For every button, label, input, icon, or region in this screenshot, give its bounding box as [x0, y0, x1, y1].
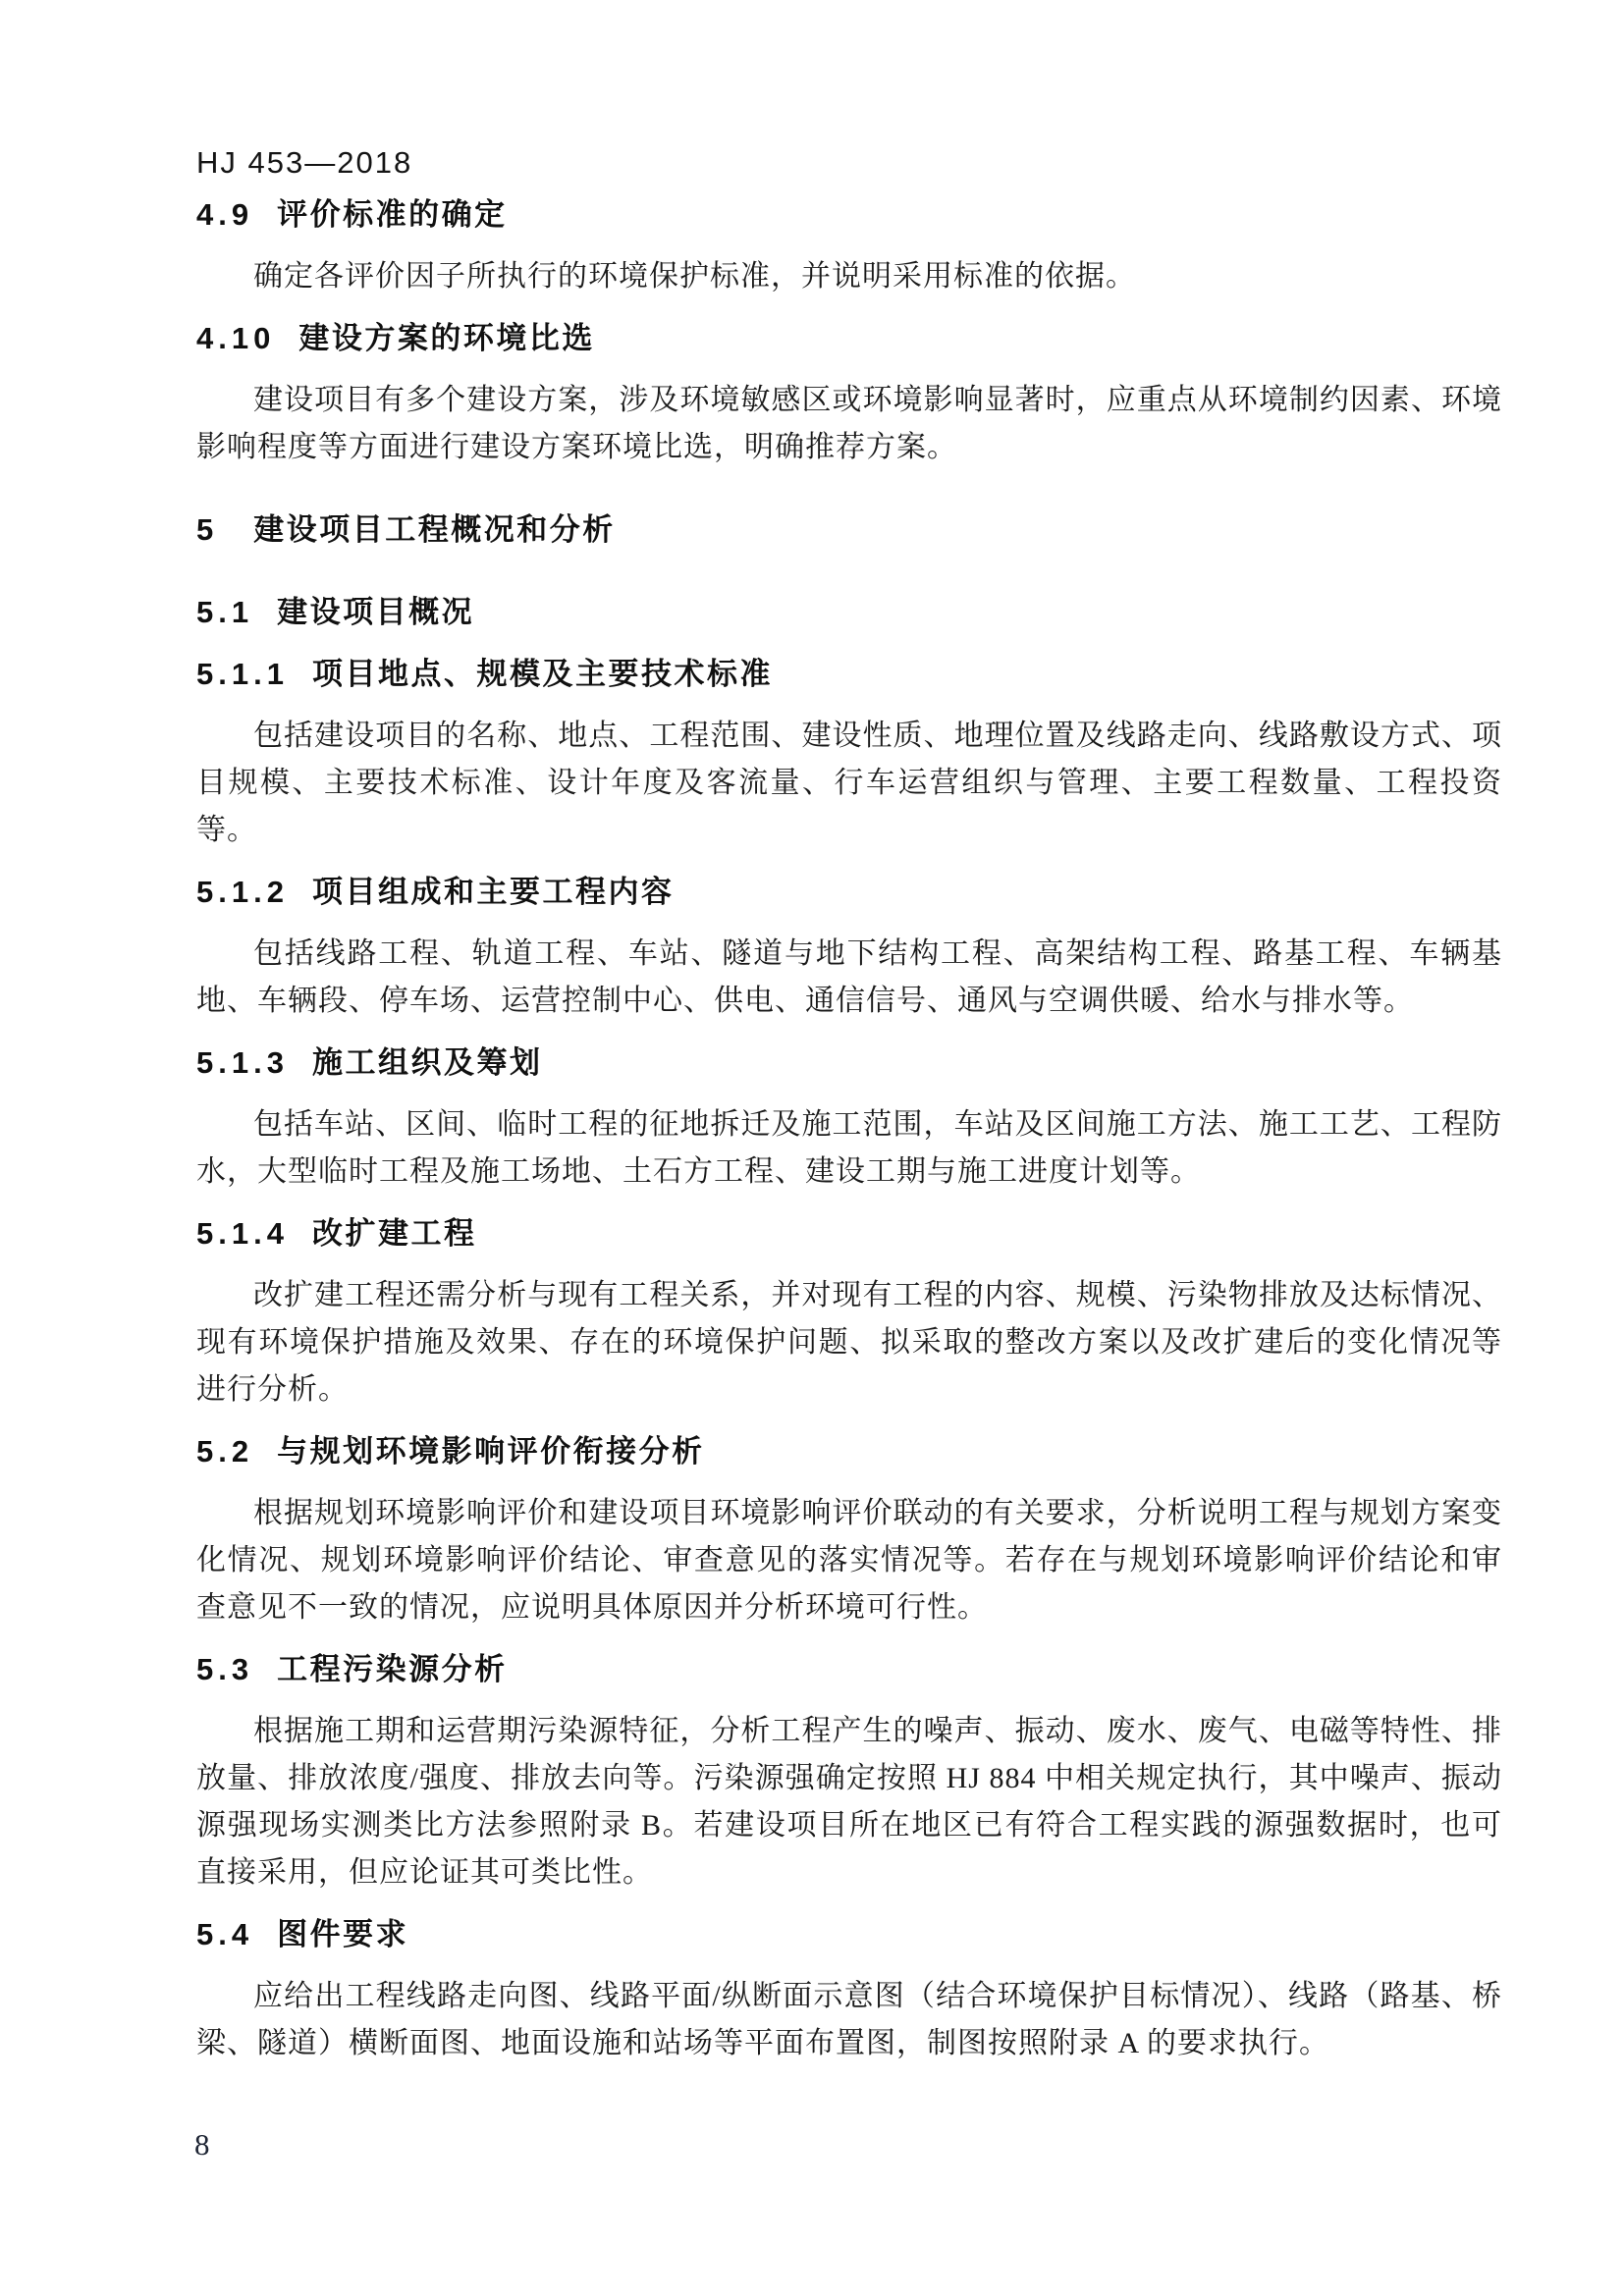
heading-number: 4.9 [196, 197, 254, 232]
document-body [196, 177, 1502, 2082]
heading-title: 建设项目工程概况和分析 [253, 512, 616, 547]
heading-title: 项目地点、规模及主要技术标准 [311, 657, 773, 691]
page-header: HJ 453—2018 [196, 145, 413, 180]
heading-title: 评价标准的确定 [277, 197, 508, 232]
heading-number: 5.1.1 [196, 657, 289, 691]
paragraph: 根据施工期和运营期污染源特征，分析工程产生的噪声、振动、废水、废气、电磁等特性、排放量、排放浓度/强度、排放去向等。污染源强确定按照 HJ 884 中相关规定执行，其中噪声、振动源强现场实测类比方法参照附录 B。若建设项目所在地区已有符合工程实践的源强数据时，也可直接采用，但应论证其可类比性。 [196, 1715, 1502, 1889]
section-heading [196, 589, 1502, 636]
heading-title: 项目组成和主要工程内容 [311, 875, 675, 909]
section-heading [196, 315, 1502, 362]
heading-title: 与规划环境影响评价衔接分析 [277, 1434, 705, 1468]
section-heading [196, 1040, 1502, 1087]
section-heading [196, 1911, 1502, 1958]
heading-number: 5.4 [196, 1917, 254, 1951]
paragraph: 包括建设项目的名称、地点、工程范围、建设性质、地理位置及线路走向、线路敷设方式、项目规模、主要技术标准、设计年度及客流量、行车运营组织与管理、主要工程数量、工程投资等。 [196, 720, 1502, 846]
heading-title: 施工组织及筹划 [311, 1045, 543, 1080]
section-heading [196, 1428, 1502, 1475]
paragraph: 改扩建工程还需分析与现有工程关系，并对现有工程的内容、规模、污染物排放及达标情况、现有环境保护措施及效果、存在的环境保护问题、拟采取的整改方案以及改扩建后的变化情况等进行分析。 [196, 1279, 1502, 1406]
section-heading [196, 651, 1502, 698]
heading-number: 5.3 [196, 1652, 254, 1686]
paragraph: 根据规划环境影响评价和建设项目环境影响评价联动的有关要求，分析说明工程与规划方案变化情况、规划环境影响评价结论、审查意见的落实情况等。若存在与规划环境影响评价结论和审查意见不一致的情况，应说明具体原因并分析环境可行性。 [196, 1497, 1502, 1624]
heading-number: 5.1 [196, 595, 254, 629]
paragraph: 应给出工程线路走向图、线路平面/纵断面示意图（结合环境保护目标情况）、线路（路基、桥梁、隧道）横断面图、地面设施和站场等平面布置图，制图按照附录 A 的要求执行。 [196, 1980, 1502, 2059]
heading-title: 图件要求 [277, 1917, 409, 1951]
heading-number: 5 [196, 512, 219, 547]
section-heading [196, 869, 1502, 916]
paragraph: 包括线路工程、轨道工程、车站、隧道与地下结构工程、高架结构工程、路基工程、车辆基地、车辆段、停车场、运营控制中心、供电、通信信号、通风与空调供暖、给水与排水等。 [196, 937, 1502, 1017]
section-heading [196, 507, 1502, 554]
paragraph: 建设项目有多个建设方案，涉及环境敏感区或环境影响显著时，应重点从环境制约因素、环境影响程度等方面进行建设方案环境比选，明确推荐方案。 [196, 384, 1502, 463]
heading-title: 建设项目概况 [277, 595, 475, 629]
heading-number: 4.10 [196, 321, 276, 355]
heading-title: 建设方案的环境比选 [298, 321, 595, 355]
section-heading [196, 1646, 1502, 1693]
section-heading [196, 1210, 1502, 1257]
heading-number: 5.1.4 [196, 1216, 289, 1251]
heading-number: 5.1.2 [196, 875, 289, 909]
page-number: 8 [194, 2127, 210, 2162]
heading-number: 5.2 [196, 1434, 254, 1468]
paragraph: 确定各评价因子所执行的环境保护标准，并说明采用标准的依据。 [253, 260, 1136, 293]
paragraph: 包括车站、区间、临时工程的征地拆迁及施工范围，车站及区间施工方法、施工工艺、工程防水，大型临时工程及施工场地、土石方工程、建设工期与施工进度计划等。 [196, 1108, 1502, 1188]
section-heading [196, 191, 1502, 239]
heading-title: 改扩建工程 [311, 1216, 477, 1251]
heading-number: 5.1.3 [196, 1045, 289, 1080]
heading-title: 工程污染源分析 [277, 1652, 508, 1686]
